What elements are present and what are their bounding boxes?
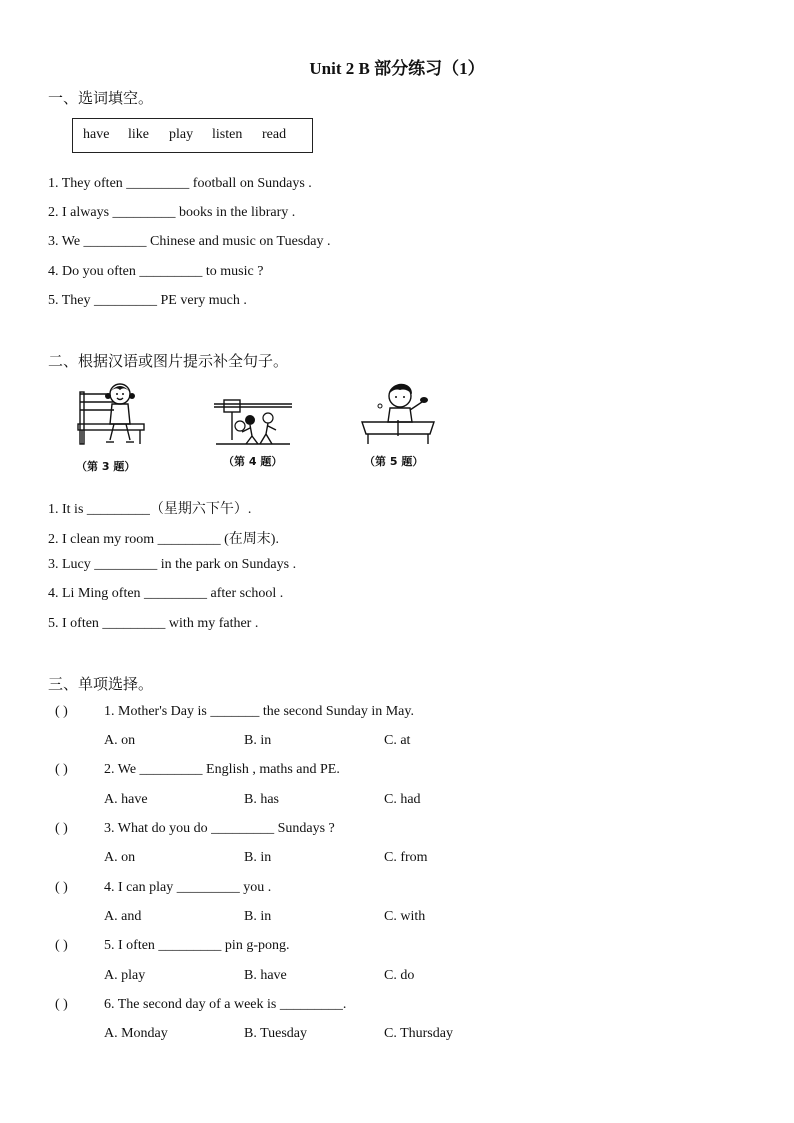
option-a: A. on xyxy=(104,733,136,748)
girl-on-bench-illustration xyxy=(74,380,148,450)
question-text: 4. I can play _________ you . xyxy=(104,880,272,895)
option-a: A. on xyxy=(104,850,136,865)
option-c: C. with xyxy=(384,909,426,924)
word-bank xyxy=(72,118,313,153)
option-c: C. had xyxy=(384,792,421,807)
option-b: B. has xyxy=(244,792,279,807)
option-b: B. in xyxy=(244,850,272,865)
answer-paren[interactable]: ( ) xyxy=(55,762,68,777)
option-a: A. and xyxy=(104,909,142,924)
option-b: B. in xyxy=(244,909,272,924)
word-bank-item: play xyxy=(169,127,194,142)
option-c: C. Thursday xyxy=(384,1026,453,1041)
option-a: A. have xyxy=(104,792,148,807)
option-a: A. play xyxy=(104,968,146,983)
exercise-item: 4. Li Ming often _________ after school . xyxy=(48,586,284,601)
answer-paren[interactable]: ( ) xyxy=(55,938,68,953)
exercise-item: 5. They _________ PE very much . xyxy=(48,293,247,308)
question-text: 3. What do you do _________ Sundays ? xyxy=(104,821,335,836)
word-bank-item: read xyxy=(262,127,287,142)
section1-heading: 一、选词填空。 xyxy=(48,89,154,107)
exercise-item: 1. It is _________（星期六下午）. xyxy=(48,502,252,517)
basketball-players-illustration xyxy=(210,390,296,448)
exercise-item: 2. I always _________ books in the library . xyxy=(48,205,296,220)
question-text: 5. I often _________ pin g-pong. xyxy=(104,938,290,953)
option-c: C. at xyxy=(384,733,411,748)
picture-caption: （第 3 题） xyxy=(76,460,136,473)
option-b: B. Tuesday xyxy=(244,1026,308,1041)
exercise-item: 5. I often _________ with my father . xyxy=(48,616,259,631)
exercise-item: 3. We _________ Chinese and music on Tuesday . xyxy=(48,234,331,249)
page-title: Unit 2 B 部分练习（1） xyxy=(309,59,485,78)
option-c: C. from xyxy=(384,850,428,865)
exercise-item: 2. I clean my room _________ (在周末). xyxy=(48,532,279,547)
exercise-item: 1. They often _________ football on Sundays . xyxy=(48,176,312,191)
answer-paren[interactable]: ( ) xyxy=(55,880,68,895)
picture-caption: （第 4 题） xyxy=(223,455,283,468)
answer-paren[interactable]: ( ) xyxy=(55,821,68,836)
question-text: 2. We _________ English , maths and PE. xyxy=(104,762,340,777)
word-bank-item: like xyxy=(128,127,149,142)
answer-paren[interactable]: ( ) xyxy=(55,704,68,719)
exercise-item: 3. Lucy _________ in the park on Sundays . xyxy=(48,557,297,572)
exercise-item: 4. Do you often _________ to music ? xyxy=(48,264,264,279)
option-a: A. Monday xyxy=(104,1026,168,1041)
section3-heading: 三、单项选择。 xyxy=(48,675,154,693)
option-b: B. have xyxy=(244,968,287,983)
picture-caption: （第 5 题） xyxy=(364,455,424,468)
ping-pong-illustration xyxy=(356,380,440,446)
option-c: C. do xyxy=(384,968,415,983)
option-b: B. in xyxy=(244,733,272,748)
question-text: 1. Mother's Day is _______ the second Sunday in May. xyxy=(104,704,414,719)
word-bank-item: have xyxy=(83,127,110,142)
word-bank-item: listen xyxy=(212,127,243,142)
question-text: 6. The second day of a week is _________. xyxy=(104,997,347,1012)
answer-paren[interactable]: ( ) xyxy=(55,997,68,1012)
section2-heading: 二、根据汉语或图片提示补全句子。 xyxy=(48,352,289,370)
